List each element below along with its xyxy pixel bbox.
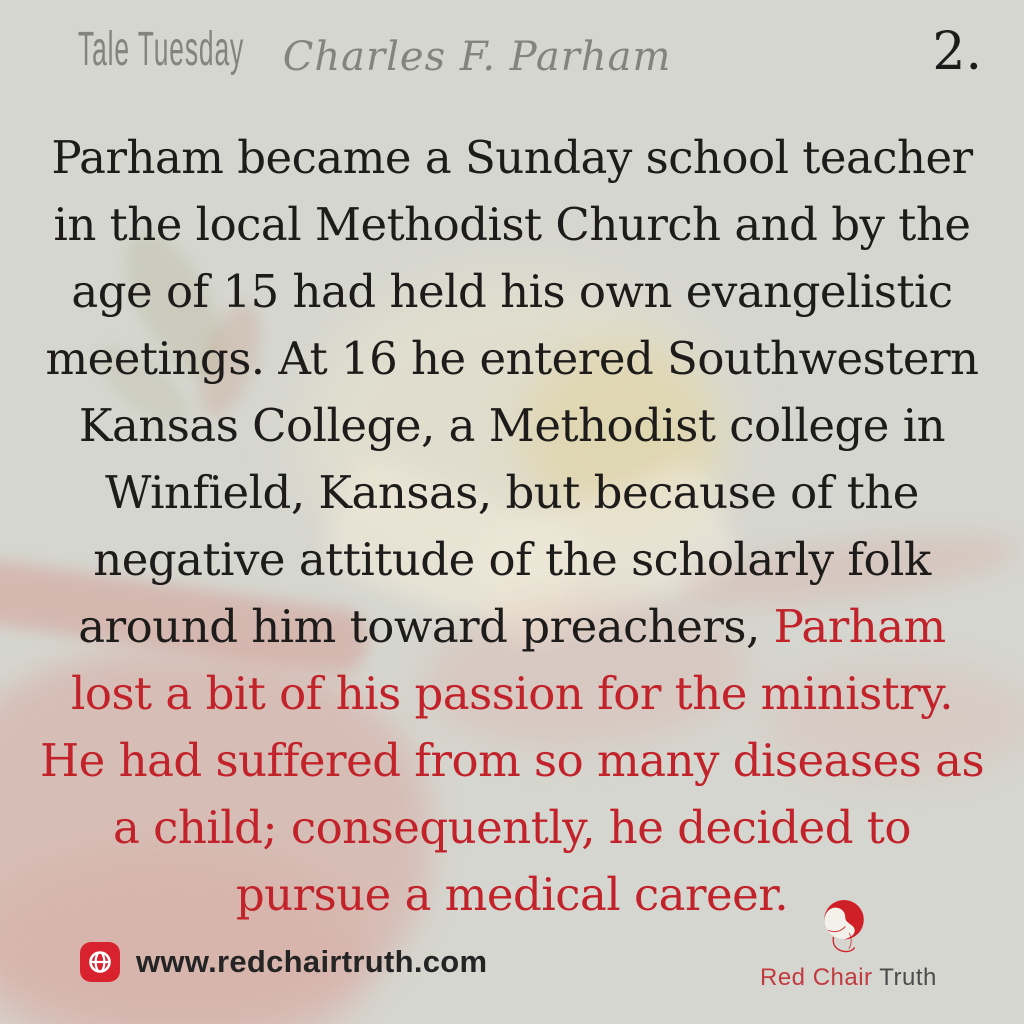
body-segment: age of 15 had held his own evangelistic	[71, 265, 953, 318]
episode-title: Charles F. Parham	[282, 34, 672, 80]
body-segment: a child; consequently, he decided to	[113, 801, 911, 854]
body-line	[0, 392, 1024, 459]
body-line	[0, 258, 1024, 325]
body-segment: in the local Methodist Church and by the	[53, 198, 971, 251]
header	[78, 23, 672, 80]
body-line	[0, 660, 1024, 727]
body-segment: Kansas College, a Methodist college in	[78, 399, 946, 452]
brand-logo	[760, 896, 937, 992]
body-text	[0, 124, 1024, 928]
series-title: Tale Tuesday	[78, 23, 245, 77]
body-line	[0, 325, 1024, 392]
body-line	[0, 727, 1024, 794]
body-segment: Parham became a Sunday school teacher	[51, 131, 973, 184]
logo-wordmark	[760, 964, 937, 992]
body-line	[0, 794, 1024, 861]
website-row	[80, 942, 487, 982]
body-line	[0, 526, 1024, 593]
body-segment: lost a bit of his passion for the ministry.	[70, 667, 954, 720]
logo-text-dark: Truth	[879, 964, 937, 991]
body-segment: negative attitude of the scholarly folk	[93, 533, 931, 586]
body-line	[0, 124, 1024, 191]
body-segment: pursue a medical career.	[235, 868, 789, 921]
website-url: www.redchairtruth.com	[136, 944, 488, 979]
body-segment: Parham	[773, 600, 946, 653]
body-line	[0, 459, 1024, 526]
body-segment: He had suffered from so many diseases as	[39, 734, 985, 787]
body-line	[0, 191, 1024, 258]
red-chair-logo-icon	[811, 896, 877, 962]
globe-icon	[80, 942, 120, 982]
body-segment: around him toward preachers,	[78, 600, 774, 653]
page-number: 2.	[932, 22, 982, 82]
logo-text-red: Red Chair	[760, 964, 873, 991]
body-segment: meetings. At 16 he entered Southwestern	[45, 332, 979, 385]
body-segment: Winfield, Kansas, but because of the	[105, 466, 919, 519]
body-line	[0, 593, 1024, 660]
